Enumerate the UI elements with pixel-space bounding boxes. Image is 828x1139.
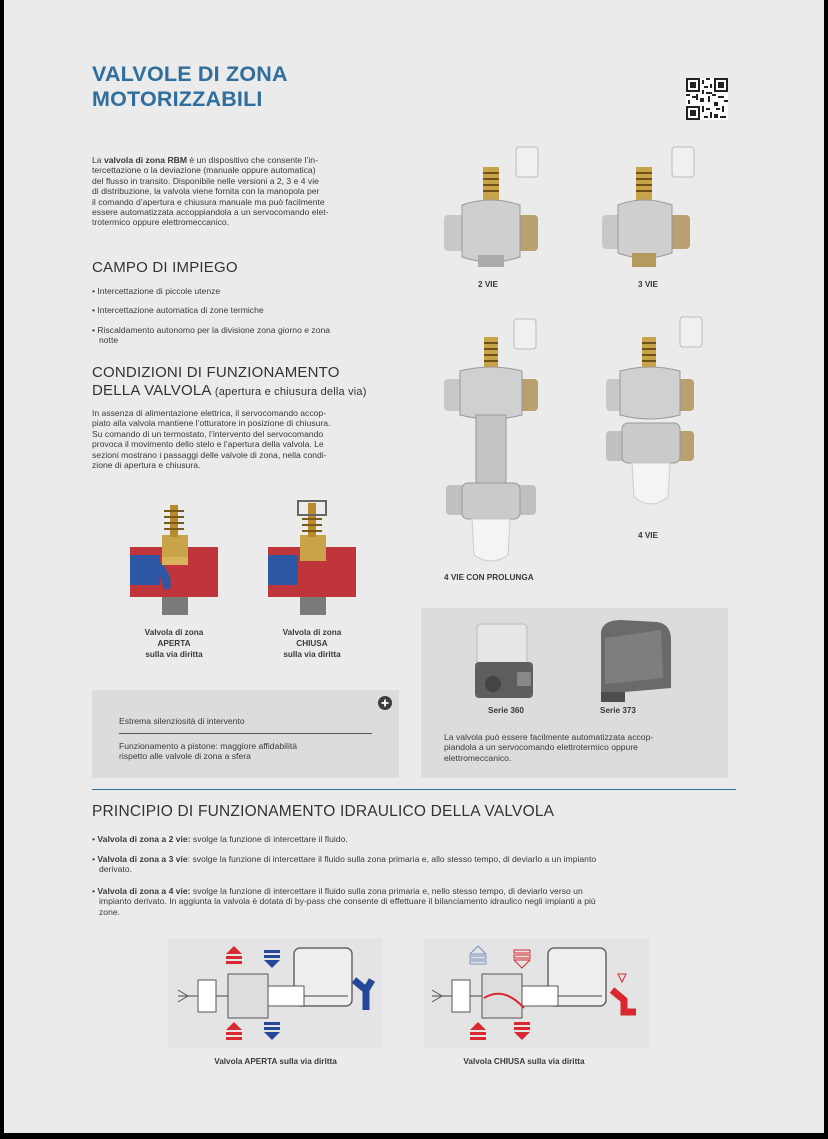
valve-4-vie-prolunga-label: 4 VIE CON PROLUNGA [444,573,534,582]
valve-3-vie-label: 3 VIE [637,280,659,289]
campo-item-3: • Riscaldamento autonomo per la divisione zona giorno e zona notte [92,325,331,346]
section-closed-caption: Valvola di zona CHIUSA sulla via diritta [282,628,342,659]
principio-item-3: • Valvola di zona a 4 vie: svolge la funzione di intercettare il fluido sulla zona primaria e, nello stesso tempo, di deviarlo verso un impianto derivato. In aggiunta la valvola è dotata di by-pass che consente di effettuare il bilanciamento idraulico negli impianti a più zone. [92,886,596,917]
condizioni-heading: CONDIZIONI DI FUNZIONAMENTO DELLA VALVOLA (apertura e chiusura della via) [92,364,367,399]
valve-3-vie-image [600,145,720,275]
campo-heading: CAMPO DI IMPIEGO [92,259,238,276]
title-line-1: VALVOLE DI ZONA [92,62,288,86]
campo-item-2: • Intercettazione automatica di zone termiche [92,305,264,315]
principio-heading: PRINCIPIO DI FUNZIONAMENTO IDRAULICO DELLA VALVOLA [92,803,555,820]
diagram-closed-caption: Valvola CHIUSA sulla via diritta [463,1057,585,1066]
qr-code-icon[interactable] [686,78,728,125]
section-open-image [124,497,224,624]
plus-circle-icon[interactable] [378,696,392,715]
diagram-open [168,938,383,1053]
page-title [92,62,288,112]
brand-term: valvola di zona RBM [103,155,188,165]
catalog-page [4,0,824,1136]
valve-2-vie-label: 2 VIE [477,280,499,289]
principio-item-2: • Valvola di zona a 3 vie: svolge la funzione di intercettare il fluido sulla zona primaria e, allo stesso tempo, di deviarlo a un impianto derivato. [92,854,597,875]
actuators-paragraph: La valvola può essere facilmente automatizzata accop- piandola a un servocomando elettrotermico oppure elettromeccanico. [444,732,654,763]
title-line-2: MOTORIZZABILI [92,87,263,111]
valve-2-vie-image [438,145,558,275]
campo-item-1: • Intercettazione di piccole utenze [92,286,221,296]
intro-paragraph: La valvola di zona RBM è un dispositivo che consente l’in- tercettazione o la deviazione (manuale oppure automatica) del flusso in transito. Disponibile nelle versioni a 2, 3 e 4 vie di distribuzione, la valvola viene fornita con la manopola per il comando d’apertura e chiusura manuale ma può facilmente essere automatizzata accoppiandola a un servocomando elet- trotermico oppure elettromeccanico. [92,155,329,228]
diagram-closed [424,938,649,1053]
features-box [92,690,399,778]
section-divider [92,789,736,790]
actuator-373-label: Serie 373 [600,706,636,715]
actuator-373-image [591,618,673,709]
feature-item-1: Estrema silenziosità di intervento [119,716,245,726]
actuators-box [421,608,728,778]
section-closed-image [262,497,362,624]
valve-4-vie-label: 4 VIE [637,531,659,540]
actuator-360-label: Serie 360 [488,706,524,715]
principio-item-1: • Valvola di zona a 2 vie: svolge la funzione di intercettare il fluido. [92,834,348,844]
condizioni-paragraph: In assenza di alimentazione elettrica, il servocomando accop- piato alla valvola mantiene l’otturatore in posizione di chiusura. Su comando di un termostato, l’intervento del servocomando provoca il movimento dello stelo e l’apertura della valvola. Le sezioni mostrano i passaggi delle valvole di zona, nella condi- zione di apertura e chiusura. [92,408,331,471]
valve-4-vie-prolunga-image [438,315,550,575]
feature-divider [119,733,372,734]
diagram-open-caption: Valvola APERTA sulla via diritta [214,1057,337,1066]
actuator-360-image [473,622,539,707]
section-open-caption: Valvola di zona APERTA sulla via diritta [144,628,204,659]
valve-4-vie-image [598,315,710,520]
feature-item-2: Funzionamento a pistone: maggiore affidabilità rispetto alle valvole di zona a sfera [119,741,298,762]
